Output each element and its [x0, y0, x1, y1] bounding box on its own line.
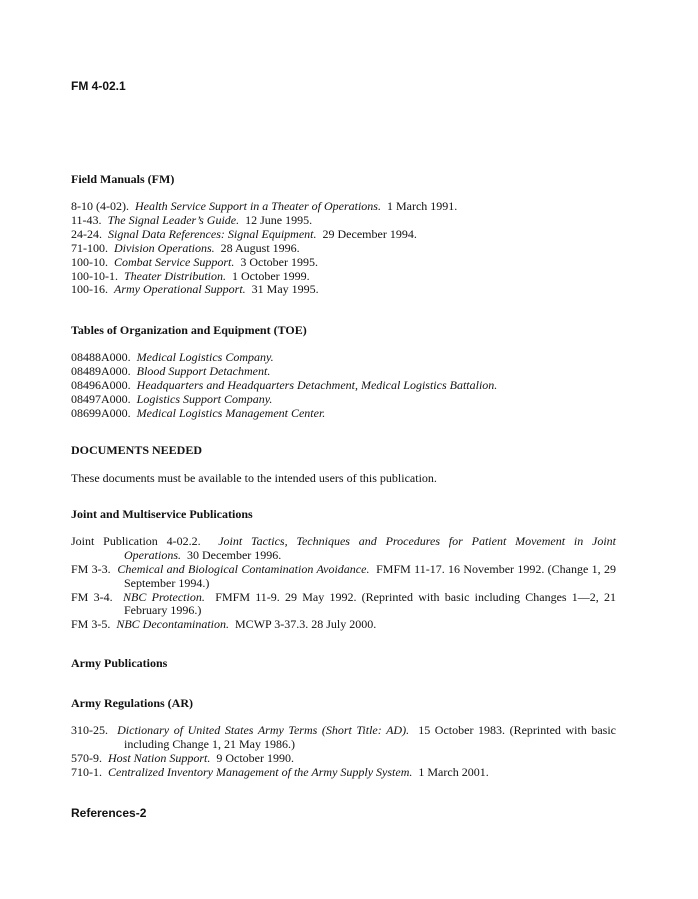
reference-title: Signal Data References: Signal Equipment. — [108, 226, 317, 241]
reference-details: 15 October 1983. (Reprinted with basic including Change 1, 21 May 1986.) — [124, 723, 617, 752]
reference-number: 08699A000. — [71, 405, 131, 420]
reference-item — [71, 618, 616, 632]
reference-title: The Signal Leader’s Guide. — [107, 212, 240, 227]
reference-title: Division Operations. — [114, 240, 215, 255]
reference-number: 24-24. — [71, 226, 102, 241]
joint-publications-list — [71, 535, 616, 632]
reference-details: 30 December 1996. — [187, 547, 282, 562]
reference-item — [71, 270, 616, 284]
reference-number: FM 3-4. — [71, 589, 113, 604]
reference-item — [71, 407, 616, 421]
documents-needed-heading: DOCUMENTS NEEDED — [71, 442, 203, 457]
reference-title: Army Operational Support. — [114, 282, 246, 297]
reference-number: FM 3-3. — [71, 561, 111, 576]
document-code: FM 4-02.1 — [71, 79, 126, 93]
reference-title: Centralized Inventory Management of the Army Supply System. — [108, 764, 413, 779]
reference-title: Theater Distribution. — [124, 268, 227, 283]
reference-title: Combat Service Support. — [114, 254, 235, 269]
reference-item — [71, 256, 616, 270]
joint-publications-heading: Joint and Multiservice Publications — [71, 506, 253, 521]
reference-item — [71, 283, 616, 297]
reference-number: 100-10-1. — [71, 268, 118, 283]
reference-details: 3 October 1995. — [240, 254, 318, 269]
reference-item — [71, 351, 616, 365]
reference-title: Blood Support Detachment. — [136, 364, 271, 379]
reference-details: MCWP 3-37.3. 28 July 2000. — [235, 617, 377, 632]
reference-title: NBC Protection. — [123, 589, 205, 604]
reference-number: Joint Publication 4-02.2. — [71, 533, 201, 548]
field-manuals-list — [71, 200, 616, 297]
reference-number: 08497A000. — [71, 392, 131, 407]
reference-title: Host Nation Support. — [108, 751, 211, 766]
reference-details: 1 October 1999. — [232, 268, 310, 283]
reference-number: 100-16. — [71, 282, 108, 297]
reference-item — [71, 591, 616, 619]
reference-item — [71, 242, 616, 256]
toe-heading: Tables of Organization and Equipment (TOE) — [71, 323, 307, 338]
reference-title: Logistics Support Company. — [136, 392, 273, 407]
documents-needed-text: These documents must be available to the intended users of this publication. — [71, 470, 437, 485]
reference-number: 71-100. — [71, 240, 108, 255]
reference-details: 1 March 1991. — [386, 199, 458, 213]
reference-item — [71, 752, 616, 766]
reference-details: 1 March 2001. — [418, 764, 489, 779]
reference-title: Dictionary of United States Army Terms (Short Title: AD). — [117, 723, 410, 738]
reference-details: FMFM 11-17. 16 November 1992. (Change 1, 29 September 1994.) — [124, 561, 617, 590]
page-number: References-2 — [71, 806, 147, 820]
reference-title: Joint Tactics, Techniques and Procedures for Patient Movement in Joint Operations. — [124, 533, 616, 562]
reference-title: Medical Logistics Management Center. — [136, 405, 326, 420]
reference-details: 29 December 1994. — [322, 226, 417, 241]
reference-details: FMFM 11-9. 29 May 1992. (Reprinted with basic including Changes 1—2, 21 February 1996.) — [124, 589, 617, 618]
reference-details: 28 August 1996. — [220, 240, 300, 255]
reference-number: 310-25. — [71, 723, 108, 738]
reference-details: 9 October 1990. — [216, 751, 295, 766]
reference-number: 570-9. — [71, 751, 102, 766]
army-regulations-heading: Army Regulations (AR) — [71, 696, 193, 711]
reference-number: 08488A000. — [71, 350, 131, 365]
reference-item — [71, 563, 616, 591]
army-regulations-list — [71, 724, 616, 780]
reference-item — [71, 724, 616, 752]
reference-item — [71, 200, 616, 214]
toe-list — [71, 351, 616, 421]
reference-title: Headquarters and Headquarters Detachment, Medical Logistics Battalion. — [136, 378, 498, 393]
reference-number: 08496A000. — [71, 378, 131, 393]
reference-number: FM 3-5. — [71, 617, 111, 632]
reference-item — [71, 228, 616, 242]
reference-item — [71, 214, 616, 228]
reference-details: 12 June 1995. — [245, 212, 313, 227]
reference-item — [71, 365, 616, 379]
reference-item — [71, 393, 616, 407]
reference-number: 8-10 (4-02). — [71, 199, 129, 213]
field-manuals-heading: Field Manuals (FM) — [71, 172, 175, 186]
reference-title: Medical Logistics Company. — [136, 350, 274, 365]
reference-item — [71, 766, 616, 780]
reference-title: Health Service Support in a Theater of Operations. — [134, 199, 381, 213]
army-publications-heading: Army Publications — [71, 656, 168, 671]
reference-item — [71, 535, 616, 563]
reference-number: 100-10. — [71, 254, 108, 269]
reference-number: 11-43. — [71, 212, 102, 227]
reference-details: 31 May 1995. — [251, 282, 319, 297]
references-content — [71, 172, 616, 780]
reference-number: 710-1. — [71, 764, 102, 779]
reference-number: 08489A000. — [71, 364, 131, 379]
reference-item — [71, 379, 616, 393]
reference-title: NBC Decontamination. — [116, 617, 230, 632]
reference-title: Chemical and Biological Contamination Avoidance. — [117, 561, 370, 576]
